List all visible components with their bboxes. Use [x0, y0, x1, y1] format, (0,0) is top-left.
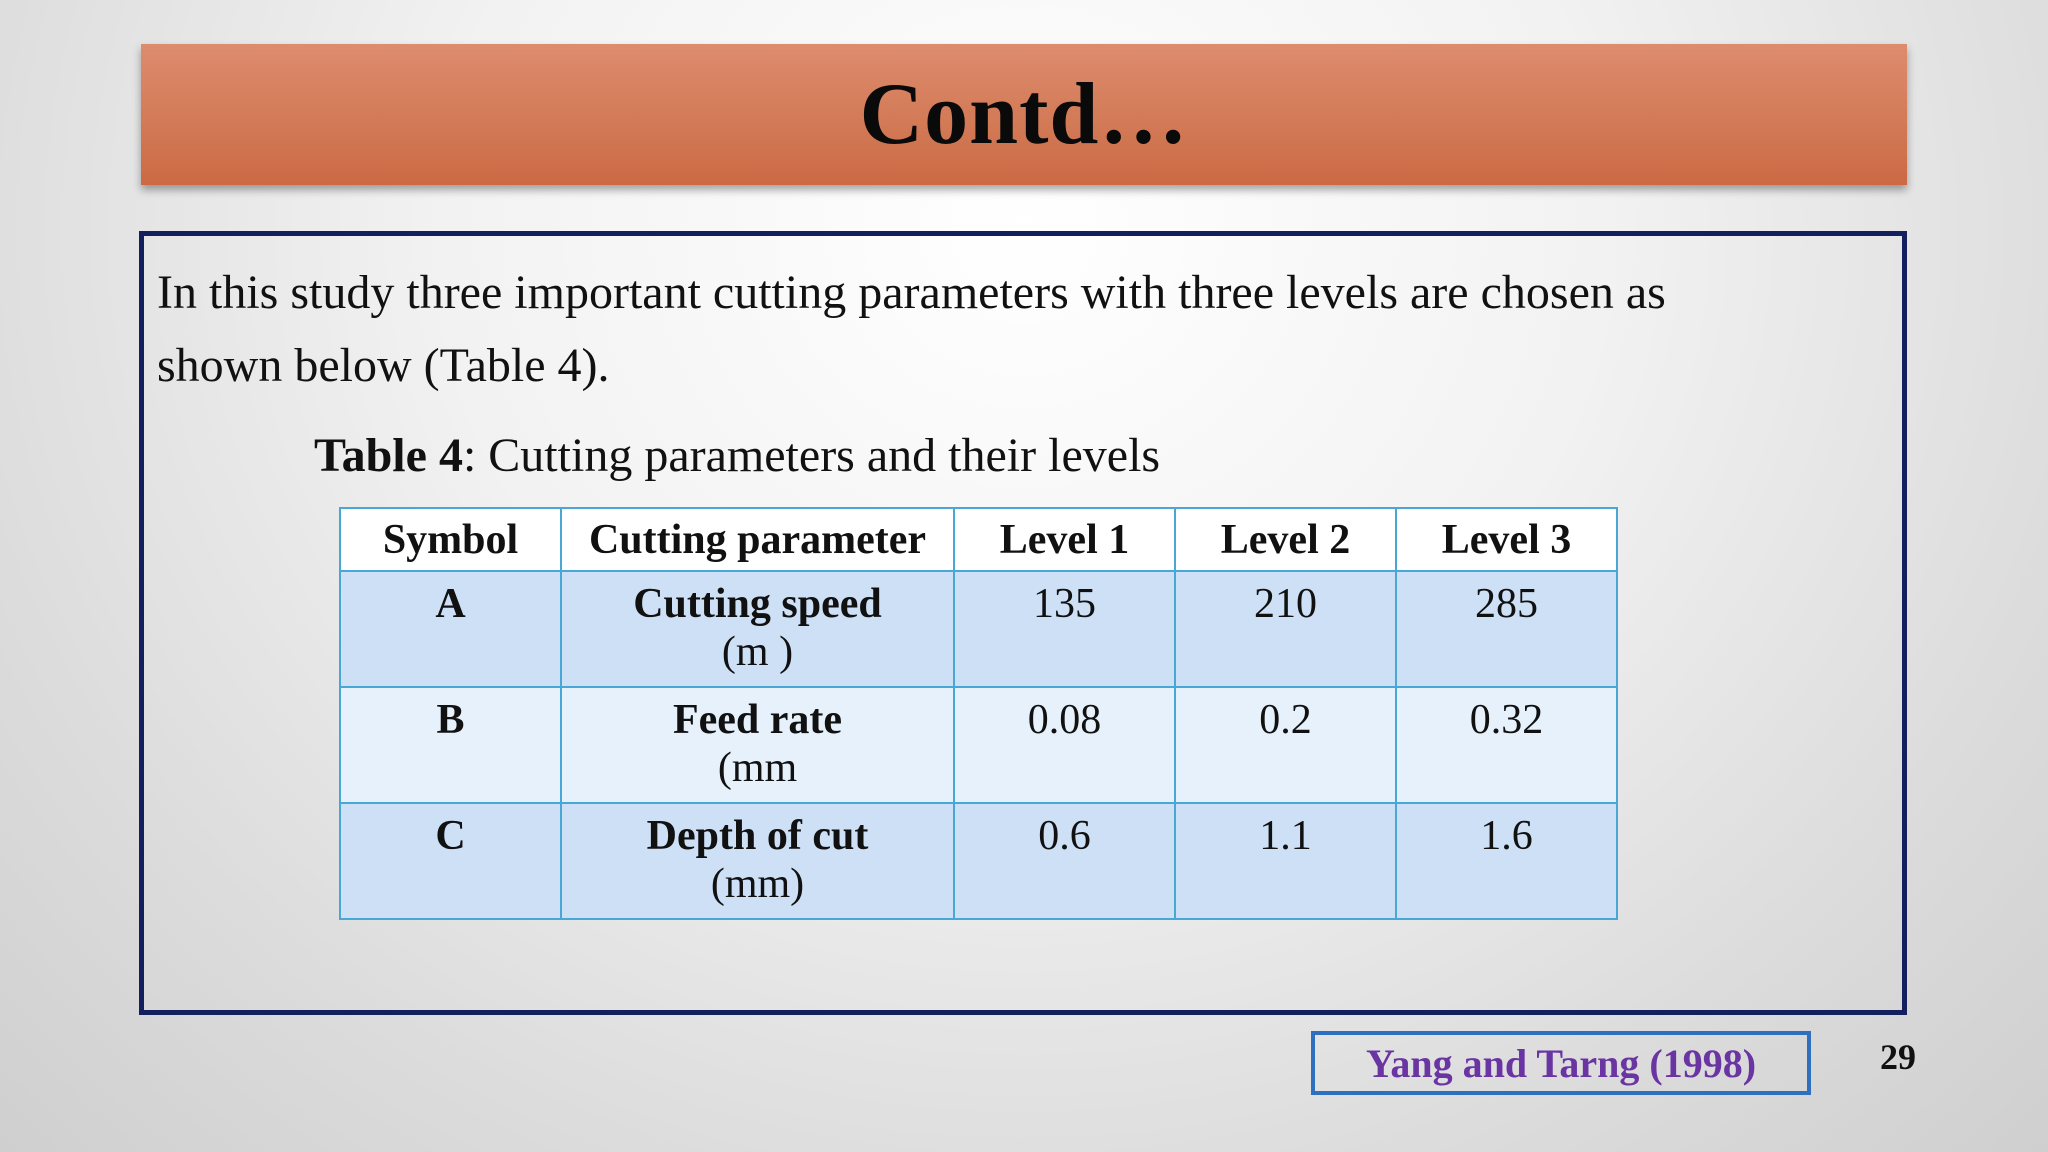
cell-symbol: A [340, 571, 561, 687]
table-row [340, 687, 1617, 803]
intro-line-2: shown below (Table 4). [157, 339, 610, 392]
parameter-unit: (mm) [710, 861, 805, 907]
cell-level-1: 135 [954, 571, 1175, 687]
header-symbol: Symbol [340, 508, 561, 571]
table-row [340, 571, 1617, 687]
parameter-unit: (mm [717, 745, 798, 791]
table-header-row [340, 508, 1617, 571]
page-number: 29 [1880, 1037, 1916, 1077]
reference-citation: Yang and Tarng (1998) [1365, 1040, 1757, 1086]
table-caption-label: Table 4 [314, 429, 463, 482]
intro-line-1: In this study three important cutting parameters with three levels are chosen as [157, 266, 1666, 319]
table-caption [314, 428, 1160, 483]
header-level-2: Level 2 [1175, 508, 1396, 571]
intro-paragraph [157, 256, 1887, 402]
header-level-1: Level 1 [954, 508, 1175, 571]
content-frame [139, 231, 1907, 1015]
cell-parameter [561, 803, 954, 919]
cell-level-2: 0.2 [1175, 687, 1396, 803]
parameter-name: Cutting speed [633, 581, 882, 627]
cell-level-3: 1.6 [1396, 803, 1617, 919]
title-bar [141, 44, 1907, 185]
cell-symbol: B [340, 687, 561, 803]
cell-symbol: C [340, 803, 561, 919]
parameters-table [339, 507, 1618, 920]
cell-parameter [561, 687, 954, 803]
table-row [340, 803, 1617, 919]
header-cutting-parameter: Cutting parameter [561, 508, 954, 571]
cell-level-1: 0.08 [954, 687, 1175, 803]
header-level-3: Level 3 [1396, 508, 1617, 571]
table-caption-text: : Cutting parameters and their levels [462, 429, 1161, 482]
cell-level-2: 210 [1175, 571, 1396, 687]
reference-box [1311, 1031, 1811, 1095]
parameter-name: Depth of cut [646, 813, 869, 859]
parameter-unit: (m ) [721, 629, 794, 675]
slide-title: Contd… [859, 66, 1189, 163]
cell-level-2: 1.1 [1175, 803, 1396, 919]
cell-level-3: 0.32 [1396, 687, 1617, 803]
parameter-name: Feed rate [672, 697, 843, 743]
cell-level-3: 285 [1396, 571, 1617, 687]
cell-parameter [561, 571, 954, 687]
cell-level-1: 0.6 [954, 803, 1175, 919]
